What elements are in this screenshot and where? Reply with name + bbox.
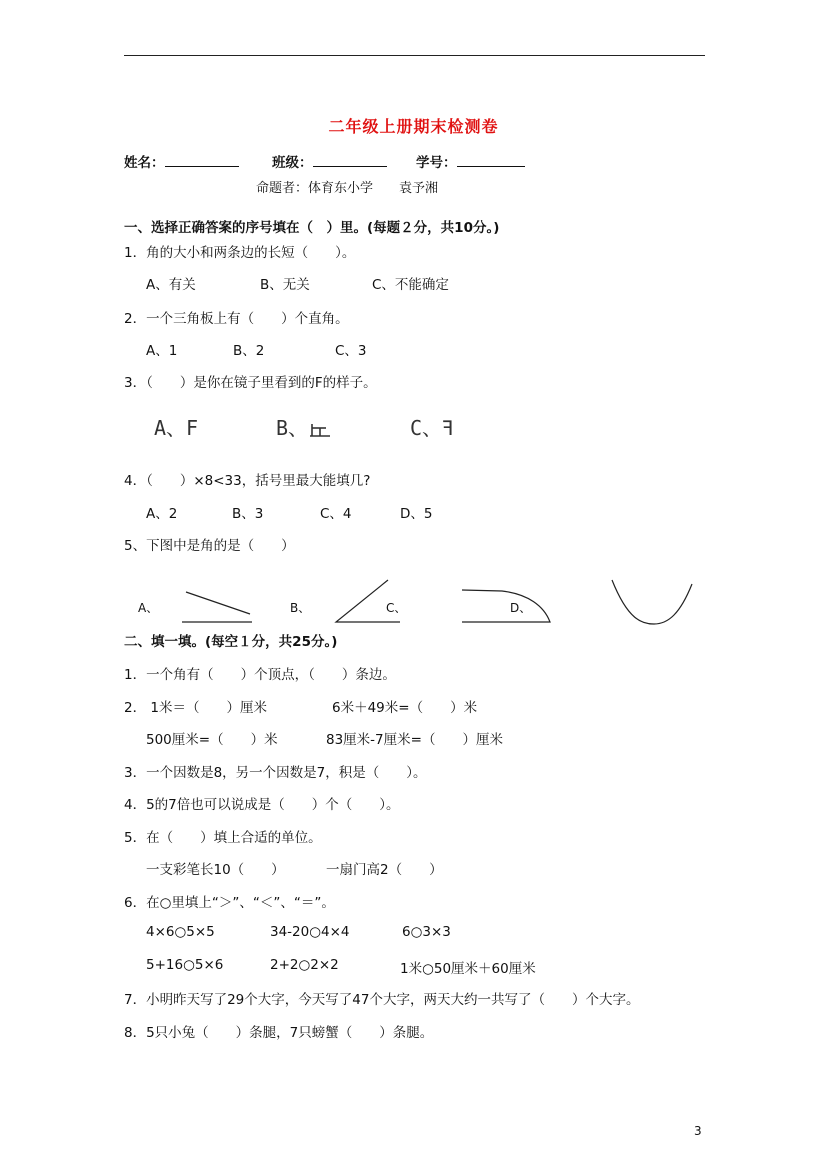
- author-line: 命题者：体育东小学 袁予湘: [256, 181, 439, 196]
- q1-3-option-c: [410, 412, 454, 441]
- figure-e-curve: [612, 580, 692, 624]
- q2-1-text: 1．一个角有（ ）个顶点，（ ）条边。: [124, 667, 396, 683]
- q2-2c-text: 500厘米=（ ）米: [146, 732, 278, 748]
- q1-3-option-b-label: B、: [276, 416, 309, 440]
- q2-2a-text: 2． 1米＝（ ）厘米: [124, 700, 267, 716]
- q2-6-r2-item: 5+16○5×6: [146, 957, 224, 973]
- q1-5-option-c: C、: [386, 601, 407, 615]
- q2-6-r2-item: 1米○50厘米＋60厘米: [400, 961, 536, 977]
- q1-2-option-a: A、1: [146, 343, 178, 359]
- q1-4-option-d: D、5: [400, 506, 433, 522]
- q1-3-option-b: [276, 412, 308, 441]
- q1-4-option-c: C、4: [320, 506, 352, 522]
- q1-5-option-b: B、: [290, 601, 311, 615]
- q2-6-r1-item: 6○3×3: [402, 924, 451, 940]
- header-rule: [124, 55, 705, 56]
- q1-1-option-b: B、无关: [260, 277, 310, 293]
- q1-2-option-c: C、3: [335, 343, 367, 359]
- q2-6-text: 6．在○里填上“＞”、“＜”、“＝”。: [124, 895, 335, 911]
- q1-4-text: 4．（ ）×8<33，括号里最大能填几?: [124, 473, 371, 489]
- q1-5-text: 5、下图中是角的是（ ）: [124, 538, 295, 554]
- q2-4-text: 4．5的7倍也可以说成是（ ）个（ ）。: [124, 797, 400, 813]
- figure-b-angle: [336, 580, 400, 622]
- q2-3-text: 3．一个因数是8，另一个因数是7，积是（ ）。: [124, 765, 427, 781]
- q2-5b-text: 一扇门高2（ ）: [326, 862, 443, 878]
- q2-6-r1-item: 4×6○5×5: [146, 924, 215, 940]
- q1-2-text: 2．一个三角板上有（ ）个直角。: [124, 311, 349, 327]
- q1-1-option-a: A、有关: [146, 277, 196, 293]
- class-label: 班级：: [272, 155, 313, 171]
- figure-d-curve: [462, 590, 550, 622]
- q1-3-text: 3．（ ）是你在镜子里看到的F的样子。: [124, 375, 377, 391]
- q2-2d-text: 83厘米-7厘米=（ ）厘米: [326, 732, 503, 748]
- q1-4-option-b: B、3: [232, 506, 264, 522]
- q1-3-option-a: [154, 412, 198, 441]
- q2-5-text: 5．在（ ）填上合适的单位。: [124, 830, 322, 846]
- q1-3-option-a-label: A、: [154, 416, 187, 440]
- id-label: 学号：: [416, 155, 457, 171]
- q1-5-figures: [120, 570, 710, 632]
- q1-5-option-a: A、: [138, 601, 159, 615]
- q1-4-option-a: A、2: [146, 506, 178, 522]
- class-blank[interactable]: [313, 152, 387, 167]
- q2-7-text: 7．小明昨天写了29个大字，今天写了47个大字，两天大约一共写了（ ）个大字。: [124, 992, 640, 1008]
- q1-1-text: 1．角的大小和两条边的长短（ ）。: [124, 245, 356, 261]
- page-title: 二年级上册期末检测卷: [328, 117, 499, 136]
- q1-3-option-b-figure: [308, 418, 332, 438]
- q1-5-option-d: D、: [510, 601, 532, 615]
- q2-6-r2-item: 2+2○2×2: [270, 957, 339, 973]
- q1-1-option-c: C、不能确定: [372, 277, 449, 293]
- q2-2b-text: 6米＋49米=（ ）米: [332, 700, 478, 716]
- q2-5a-text: 一支彩笔长10（ ）: [146, 862, 285, 878]
- name-field: [124, 151, 239, 171]
- name-label: 姓名：: [124, 155, 165, 171]
- q1-3-option-c-label: C、: [410, 416, 443, 440]
- q1-3-option-a-glyph: F: [186, 416, 199, 440]
- id-field: [416, 151, 525, 171]
- q2-8-text: 8．5只小兔（ ）条腿，7只螃蟹（ ）条腿。: [124, 1025, 434, 1041]
- class-field: [272, 151, 387, 171]
- section2-heading: 二、填一填。(每空１分，共25分。): [124, 634, 338, 650]
- q2-6-r1-item: 34-20○4×4: [270, 924, 350, 940]
- page-number: 3: [694, 1124, 702, 1138]
- id-blank[interactable]: [457, 152, 525, 167]
- name-blank[interactable]: [165, 152, 239, 167]
- section1-heading: 一、选择正确答案的序号填在（ ）里。(每题２分，共10分。): [124, 220, 500, 236]
- q1-3-option-c-glyph: ꟻ: [442, 416, 454, 440]
- figure-a-line-1: [186, 592, 250, 614]
- q1-2-option-b: B、2: [233, 343, 265, 359]
